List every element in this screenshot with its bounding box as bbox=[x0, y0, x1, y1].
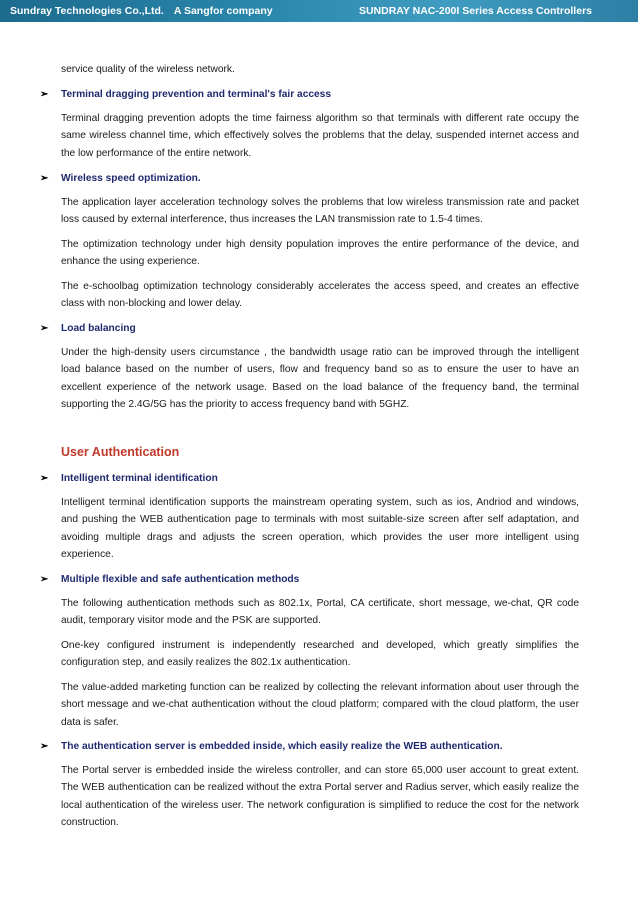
arrow-bullet-icon: ➢ bbox=[40, 574, 49, 585]
bullet-heading bbox=[40, 571, 299, 588]
arrow-bullet-icon: ➢ bbox=[40, 741, 49, 752]
company-tagline: A Sangfor company bbox=[173, 5, 273, 17]
paragraph: Intelligent terminal identification supports the mainstream operating system, such as ios, Andriod and windows, and pushing the WEB authentication page to terminals with most suitable-size screen after self adaptation, and avoiding multiple drags and adjusts the screen operation, which provides the user more intelligent using experience. bbox=[61, 497, 579, 561]
paragraph: Terminal dragging prevention adopts the time fairness algorithm so that terminals with different rate occupy the same wireless channel time, which effectively solves the problems that the delay, suspended internet access and the low performance of the entire network. bbox=[61, 113, 579, 159]
document-title: SUNDRAY NAC-200I Series Access Controllers bbox=[358, 5, 592, 17]
paragraph: The value-added marketing function can be realized by collecting the relevant information about user through the short message and we-chat authentication without the cloud platform; compared with the cloud platform, the user data is safer. bbox=[61, 682, 579, 728]
section-heading: User Authentication bbox=[61, 445, 180, 459]
company-name: Sundray Technologies Co.,Ltd. bbox=[10, 5, 164, 17]
bullet-heading-text: Load balancing bbox=[61, 323, 136, 334]
bullet-heading-text: Multiple flexible and safe authentication methods bbox=[61, 574, 300, 585]
arrow-bullet-icon: ➢ bbox=[40, 89, 49, 100]
page-header bbox=[0, 0, 638, 22]
bullet-heading-text: Terminal dragging prevention and terminal's fair access bbox=[61, 89, 332, 100]
header-left bbox=[10, 5, 273, 17]
arrow-bullet-icon: ➢ bbox=[40, 323, 49, 334]
bullet-heading bbox=[40, 470, 218, 487]
paragraph: The e-schoolbag optimization technology considerably accelerates the access speed, and creates an effective class with non-blocking and lower delay. bbox=[61, 281, 579, 310]
bullet-heading bbox=[40, 320, 136, 337]
paragraph: service quality of the wireless network. bbox=[61, 64, 235, 75]
bullet-heading bbox=[40, 170, 201, 187]
bullet-heading bbox=[40, 738, 503, 755]
bullet-heading-text: Intelligent terminal identification bbox=[61, 473, 218, 484]
bullet-heading-text: Wireless speed optimization. bbox=[61, 173, 201, 184]
paragraph: The optimization technology under high density population improves the entire performance of the device, and enhance the using experience. bbox=[61, 239, 579, 268]
arrow-bullet-icon: ➢ bbox=[40, 473, 49, 484]
paragraph: One-key configured instrument is independently researched and developed, which greatly simplifies the configuration step, and easily realizes the 802.1x authentication. bbox=[61, 640, 579, 669]
bullet-heading-text: The authentication server is embedded inside, which easily realize the WEB authentication. bbox=[61, 741, 503, 752]
paragraph: The following authentication methods such as 802.1x, Portal, CA certificate, short message, we-chat, QR code audit, temporary visitor mode and the PSK are supported. bbox=[61, 598, 579, 627]
bullet-heading bbox=[40, 86, 331, 103]
paragraph: Under the high-density users circumstance , the bandwidth usage ratio can be improved through the intelligent load balance based on the number of users, flow and frequency band so as to ensure the user to have an excellent experience of the network usage. Based on the load balance of the frequency band, the terminal supporting the 2.4G/5G has the priority to access frequency band with 5GHZ. bbox=[61, 347, 579, 411]
paragraph: The Portal server is embedded inside the wireless controller, and can store 65,000 user account to great extent. The WEB authentication can be realized without the extra Portal server and Radius server, which easily realize the local authentication of the wireless user. The network configuration is simplified to reduce the cost for the network construction. bbox=[61, 765, 579, 829]
arrow-bullet-icon: ➢ bbox=[40, 173, 49, 184]
paragraph: The application layer acceleration technology solves the problems that low wireless transmission rate and packet loss caused by external interference, thus increases the LAN transmission rate to 1.5-4 times. bbox=[61, 197, 579, 226]
